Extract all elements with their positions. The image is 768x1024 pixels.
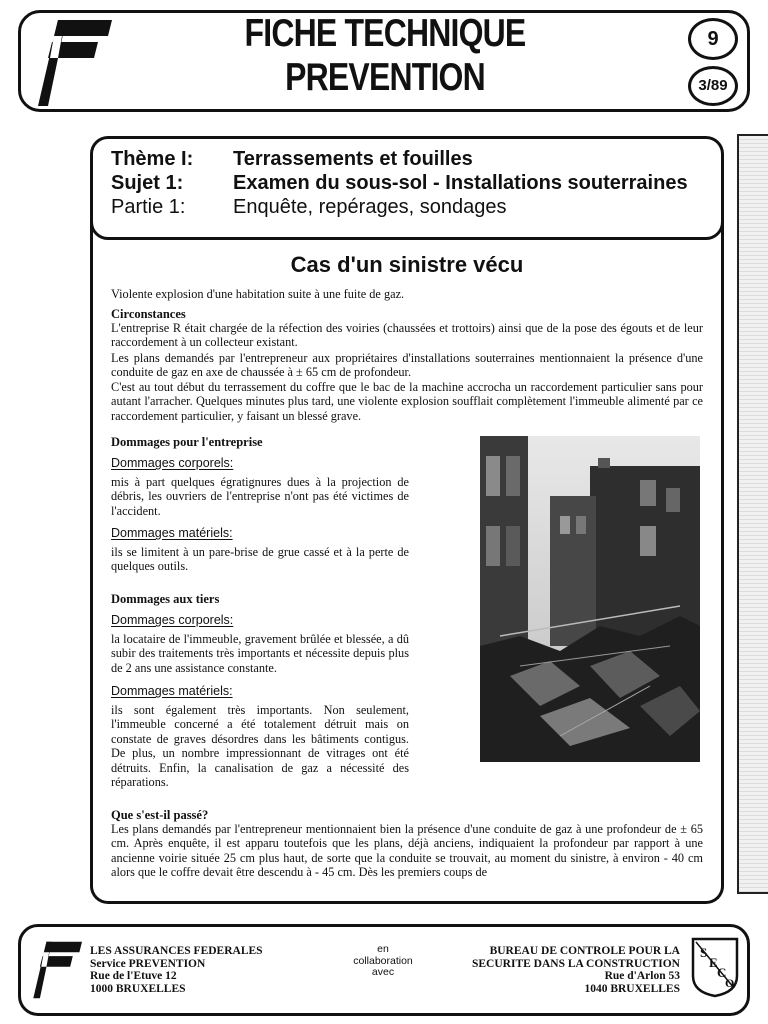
circumstances-paragraph-3: C'est au tout début du terrassement du coffre que le bac de la machine accrocha un raccordement particulier sans pour autant l'arracher. Quelques minutes plus tard, une violente explosion soufflait complètement l'immeuble alimenté par ce raccordement particulier, y faisant un blessé grave. [111,380,703,423]
theme-frame [90,136,724,240]
company-material-label: Dommages matériels: [111,526,233,540]
footer-right-line-2: SECURITE DANS LA CONSTRUCTION [471,957,680,970]
company-bodily-text: mis à part quelques égratignures dues à la projection de débris, les ouvriers de l'entreprise n'ont pas été victimes de l'accident. [111,475,409,518]
what-happened-text: Les plans demandés par l'entrepreneur mentionnaient bien la présence d'une conduite de gaz à une profondeur de ± 65 cm. Après enquête, il est apparu toutefois que les plans, déjà anciens, indiquaient la profondeur par rapport à une ancienne voirie située 25 cm plus haut, de sorte que la conduite se trouvait, au moment du sinistre, à environ - 40 cm alors que le coffre devait être descendu à - 45 cm. Dès les premiers coups de [111,822,703,880]
circumstances-paragraph-1: L'entreprise R était chargée de la réfection des voiries (chaussées et trottoirs) ainsi que de la pose des égouts et de leur raccordement à un collecteur existant. [111,321,703,350]
date-badge: 3/89 [688,66,738,106]
federales-footer-logo [32,938,82,1002]
title-line-2: PREVENTION [285,56,485,99]
circumstances-heading: Circonstances [111,307,186,321]
company-material-text: ils se limitent à un pare-brise de grue cassé et à la perte de quelques outils. [111,545,409,574]
third-bodily-label: Dommages corporels: [111,613,234,627]
collaboration-note [348,944,418,979]
theme-row [111,147,473,171]
footer-right-line-3: Rue d'Arlon 53 [604,970,680,982]
footer-left-line-4: 1000 BRUXELLES [90,982,186,995]
intro-text: Violente explosion d'une habitation suite à une fuite de gaz. [111,287,405,301]
federales-logo [36,20,112,106]
third-material-text: ils sont également très importants. Non seulement, l'immeuble concerné a été totalement détruit mais on constate de graves désordres dans les bâtiments contigus. De plus, un nombre impressionnant de vitrages ont été détruits. Enfin, la canalisation de gaz a nécessité des réparations. [111,703,409,790]
circumstances-paragraph-2: Les plans demandés par l'entrepreneur aux propriétaires d'installations souterraines mentionnaient la présence d'une conduite de gaz en axe de chaussée à ± 65 cm de profondeur. [111,351,703,380]
footer-mid-line-2: collaboration [353,954,413,967]
adjacent-page-edge [737,134,768,894]
footer-mid-line-3: avec [371,966,395,978]
footer-mid-line-1: en [377,943,389,955]
theme-key: Thème I: [111,148,194,170]
third-damage-heading: Dommages aux tiers [111,592,220,606]
subject-key: Sujet 1: [111,172,184,194]
company-damage-heading: Dommages pour l'entreprise [111,435,263,449]
footer-right-line-4: 1040 BRUXELLES [584,982,680,995]
svg-text:C: C [717,965,727,980]
footer-left-line-2: Service PREVENTION [90,957,206,970]
third-material-label: Dommages matériels: [111,684,233,698]
title-line-1: FICHE TECHNIQUE [244,12,526,55]
part-row [111,195,507,219]
seco-logo [690,936,740,998]
theme-value: Terrassements et fouilles [233,148,473,170]
seco-address [440,945,680,995]
third-bodily-text: la locataire de l'immeuble, gravement brûlée et blessée, a dû subir des traitements très importants et nécessite depuis plus de 2 ans une assistance constante. [111,632,409,675]
what-happened-heading: Que s'est-il passé? [111,808,209,822]
assurances-federales-address [90,945,263,995]
explosion-site-photo [480,436,700,762]
header-title [233,12,536,100]
case-title: Cas d'un sinistre vécu [290,252,524,277]
part-key: Partie 1: [111,196,186,218]
subject-value: Examen du sous-sol - Installations souterraines [233,172,688,194]
company-bodily-label: Dommages corporels: [111,456,234,470]
footer-right-line-1: BUREAU DE CONTROLE POUR LA [489,945,680,957]
svg-text:E: E [709,955,718,970]
footer-left-line-1: LES ASSURANCES FEDERALES [90,945,263,957]
sheet-number-badge: 9 [688,18,738,60]
footer-left-line-3: Rue de l'Etuve 12 [90,970,177,982]
svg-text:S: S [700,945,708,960]
svg-text:O: O [725,976,735,990]
subject-row [111,171,688,195]
part-value: Enquête, repérages, sondages [233,196,507,218]
